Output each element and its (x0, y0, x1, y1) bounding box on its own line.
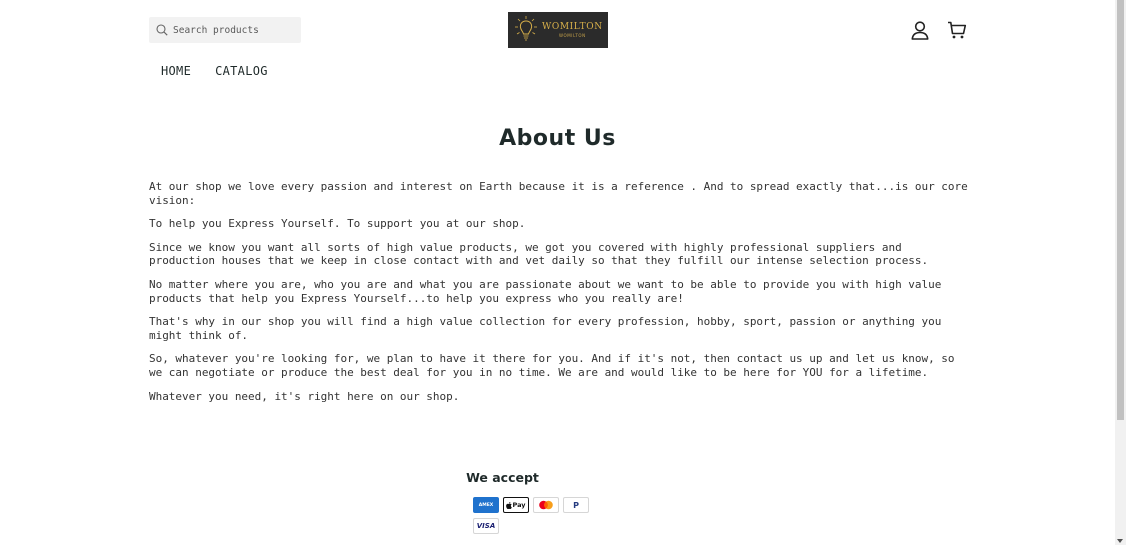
paragraph-vision: At our shop we love every passion and interest on Earth because it is a reference . And to spread exactly that...is our core vision: (149, 180, 968, 207)
vertical-scrollbar[interactable] (1115, 0, 1126, 545)
logo-text (542, 22, 603, 39)
page-title: About Us (499, 126, 616, 151)
logo-subtitle: WOMILTON (558, 32, 586, 38)
cart-icon (947, 20, 967, 40)
account-button[interactable] (909, 19, 931, 41)
nav-home[interactable]: HOME (161, 64, 192, 78)
nav-catalog[interactable]: CATALOG (215, 64, 268, 78)
lightbulb-logo-icon (514, 15, 538, 45)
cart-button[interactable] (946, 19, 968, 41)
visa-icon: VISA (473, 518, 499, 534)
amex-icon: AMEX (473, 497, 499, 513)
paragraph-support: To help you Express Yourself. To support you at our shop. (149, 217, 526, 231)
paragraph-express: No matter where you are, who you are and what you are passionate about we want to be able to provide you with high value products that help you Express Yourself...to help you express who you really are! (149, 277, 942, 305)
search-box[interactable] (149, 17, 301, 43)
search-input[interactable] (173, 25, 293, 36)
scrollbar-thumb[interactable] (1117, 0, 1124, 420)
paypal-icon: P (563, 497, 589, 513)
main-nav (149, 62, 280, 80)
paragraph-suppliers: Since we know you want all sorts of high value products, we got you covered with highly professional suppliers and production houses that we keep in close contact with and vet daily so that they fulfill our intense selection process. (149, 240, 929, 268)
user-icon (910, 20, 930, 40)
mastercard-circles (538, 500, 554, 510)
search-icon (156, 24, 168, 36)
site-header (0, 0, 1115, 95)
paragraph-collection: That's why in our shop you will find a high value collection for every profession, hobby, sport, passion or anything you might think of. (149, 315, 942, 342)
logo-name: WOMILTON (542, 21, 603, 32)
paragraph-closing: Whatever you need, it's right here on our shop. (149, 389, 460, 403)
apple-pay-icon (503, 497, 529, 513)
apple-pay-label: Pay (512, 501, 526, 509)
scroll-down-arrow-icon[interactable] (1117, 539, 1123, 543)
we-accept-heading: We accept (466, 470, 539, 485)
site-logo[interactable] (508, 12, 608, 48)
paragraph-contact: So, whatever you're looking for, we plan to have it there for you. And if it's not, then contact us up and let us know, so we can negotiate or produce the best deal for you in no time. We are and would like to be here for YOU for a lifetime. (149, 352, 955, 379)
mastercard-icon (533, 497, 559, 513)
about-content (149, 180, 971, 413)
